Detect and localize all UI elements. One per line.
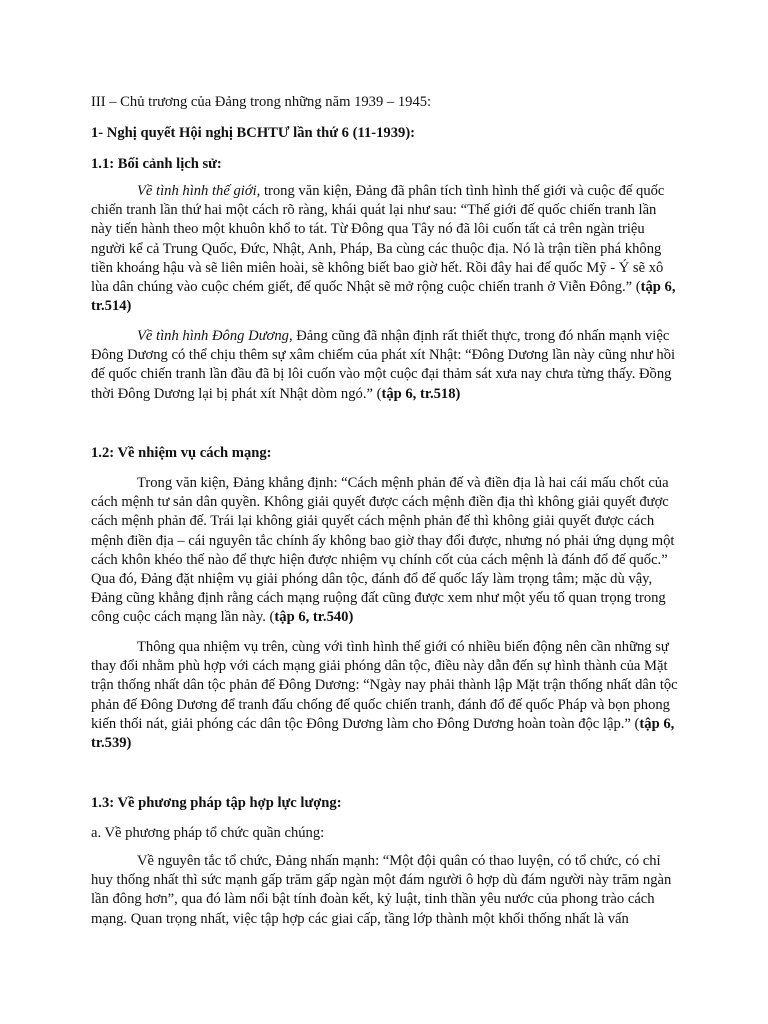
heading-resolution: 1- Nghị quyết Hội nghị BCHTƯ lần thứ 6 (11-1939): — [91, 125, 416, 141]
paragraph-world-situation: Về tình hình thế giới, trong văn kiện, Đảng đã phân tích tình hình thế giới và cuộc đế quốc chiến tranh lần thứ hai một cách rõ ràng, khái quát lại như sau: “Thế giới đế quốc chiến tranh lần này tiến hành theo một khuôn khổ to tát. Từ Đông qua Tây nó đã lôi cuốn tất cả trên ngàn triệu người kể cả Trung Quốc, Đức, Nhật, Anh, Pháp, Ba cùng các thuộc địa. Nó là trận tiền phá không tiền khoáng hậu và sẽ liên miên hoài, sẽ không biết bao giờ hết. Rồi đây hai đế quốc Mỹ - Ý sẽ xô lùa dân chúng vào cuộc chém giết, đế quốc Nhật sẽ mở rộng cuộc chiến tranh ở Viễn Đông.” (tập 6, tr.514) — [91, 183, 676, 315]
paragraph-united-front: Thông qua nhiệm vụ trên, cùng với tình hình thế giới có nhiều biến động nên cần những sự thay đổi nhằm phù hợp với cách mạng giải phóng dân tộc, điều này dẫn đến sự hình thành của Mặt trận thống nhất dân tộc phản đế Đông Dương: “Ngày nay phải thành lập Mặt trận thống nhất dân tộc phản đế Đông Dương để tranh đấu chống đế quốc chiến tranh, đánh đổ đế quốc Pháp và bọn phong kiến thối nát, giải phóng các dân tộc Đông Dương làm cho Đông Dương hoàn toàn độc lập.” (tập 6, tr.539) — [91, 639, 678, 752]
section-title: III – Chủ trương của Đảng trong những năm 1939 – 1945: — [91, 94, 432, 110]
paragraph-organizing-principle: Về nguyên tắc tổ chức, Đảng nhấn mạnh: “Một đội quân có thao luyện, có tổ chức, có chỉ huy thống nhất thì sức mạnh gấp trăm gấp ngàn một đám người ô hợp dù đám người này trăm ngàn lần đông hơn”, qua đó làm nổi bật tính đoàn kết, kỷ luật, tinh thần yêu nước của phong trào cách mạng. Quan trọng nhất, việc tập hợp các giai cấp, tầng lớp thành một khối thống nhất là vấn — [91, 853, 672, 927]
subheading-organizing-masses: a. Về phương pháp tổ chức quần chúng: — [91, 825, 325, 841]
heading-revolutionary-task: 1.2: Về nhiệm vụ cách mạng: — [91, 445, 272, 461]
paragraph-revolutionary-task: Trong văn kiện, Đảng khẳng định: “Cách mệnh phản đế và điền địa là hai cái mấu chốt của cách mệnh tư sản dân quyền. Không giải quyết được cách mệnh điền địa thì không giải quyết được cách mệnh phản đế. Trái lại không giải quyết cách mệnh phản đế thì không giải quyết được cách mệnh điền địa – cái nguyên tắc chính ấy không bao giờ thay đổi được, nhưng nó phải ứng dụng một cách khôn khéo thế nào để thực hiện được nhiệm vụ chính cốt của cách mệnh là đánh đổ đế quốc.” Qua đó, Đảng đặt nhiệm vụ giải phóng dân tộc, đánh đổ đế quốc lấy làm trọng tâm; mặc dù vậy, Đảng cũng khẳng định rằng cách mạng ruộng đất cũng được xem như một yếu tố quan trọng trong công cuộc cách mạng lần này. (tập 6, tr.540) — [91, 475, 675, 626]
heading-historical-context: 1.1: Bối cảnh lịch sử: — [91, 156, 222, 172]
paragraph-indochina-situation: Về tình hình Đông Dương, Đảng cũng đã nhận định rất thiết thực, trong đó nhấn mạnh việc Đông Dương có thể chịu thêm sự xâm chiếm của phát xít Nhật: “Đông Dương lần này cũng như hồi đế quốc chiến tranh lần đầu đã bị lôi cuốn vào một cuộc đại thảm sát xưa nay chưa từng thấy. Đồng thời Đông Dương lại bị phát xít Nhật dòm ngó.” (tập 6, tr.518) — [91, 328, 676, 402]
heading-gathering-forces: 1.3: Về phương pháp tập hợp lực lượng: — [91, 795, 342, 811]
